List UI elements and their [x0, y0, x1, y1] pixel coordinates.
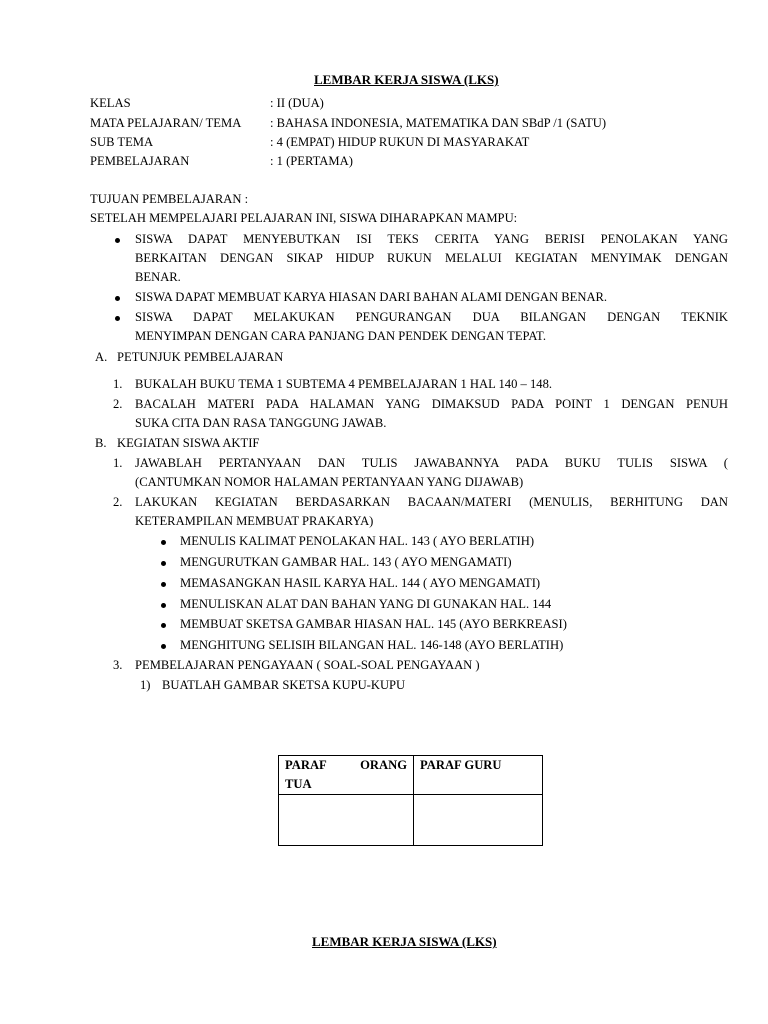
activity-item: MENGHITUNG SELISIH BILANGAN HAL. 146-148 (AYO BERLATIH) — [180, 638, 564, 652]
parent-signature-label-a: PARAF — [285, 758, 327, 772]
section-b-heading: KEGIATAN SISWA AKTIF — [117, 436, 260, 450]
info-value-kelas: : II (DUA) — [270, 96, 324, 110]
bullet-icon — [161, 582, 166, 587]
section-a-marker: A. — [95, 350, 108, 364]
teacher-signature-header: PARAF GURU — [414, 756, 543, 795]
section-a-item-2-line-2: SUKA CITA DAN RASA TANGGUNG JAWAB. — [135, 416, 387, 430]
footer-title: LEMBAR KERJA SISWA (LKS) — [312, 934, 497, 949]
parent-signature-label-c: TUA — [285, 777, 312, 791]
tujuan-bullet-2: SISWA DAPAT MEMBUAT KARYA HIASAN DARI BAHAN ALAMI DENGAN BENAR. — [135, 290, 608, 304]
section-b-item-1-number: 1. — [113, 456, 123, 470]
bullet-icon — [115, 238, 120, 243]
parent-signature-header — [279, 756, 414, 795]
bullet-icon — [115, 316, 120, 321]
info-value-pembelajaran: : 1 (PERTAMA) — [270, 154, 353, 168]
tujuan-bullet-1-line-2: BERKAITAN DENGAN SIKAP HIDUP RUKUN MELALUI KEGIATAN MENYIMAK DENGAN — [135, 251, 728, 265]
section-b-item-2-number: 2. — [113, 495, 123, 509]
tujuan-heading: TUJUAN PEMBELAJARAN : — [90, 192, 249, 206]
bullet-icon — [161, 561, 166, 566]
tujuan-bullet-1-line-1: SISWA DAPAT MENYEBUTKAN ISI TEKS CERITA YANG BERISI PENOLAKAN YANG — [135, 232, 728, 246]
section-b-item-2-line-2: KETERAMPILAN MEMBUAT PRAKARYA) — [135, 514, 374, 528]
activity-item: MENULIS KALIMAT PENOLAKAN HAL. 143 ( AYO BERLATIH) — [180, 534, 535, 548]
bullet-icon — [161, 644, 166, 649]
bullet-icon — [161, 623, 166, 628]
parent-signature-label-b: ORANG — [360, 758, 407, 772]
section-b-item-2-line-1: LAKUKAN KEGIATAN BERDASARKAN BACAAN/MATERI (MENULIS, BERHITUNG DAN — [135, 495, 728, 509]
activity-item: MEMASANGKAN HASIL KARYA HAL. 144 ( AYO MENGAMATI) — [180, 576, 541, 590]
parent-signature-cell[interactable] — [279, 795, 414, 846]
signature-table — [278, 755, 543, 846]
tujuan-bullet-3-line-1: SISWA DAPAT MELAKUKAN PENGURANGAN DUA BILANGAN DENGAN TEKNIK — [135, 310, 728, 324]
info-label-mapel: MATA PELAJARAN/ TEMA — [90, 116, 242, 130]
section-b-marker: B. — [95, 436, 107, 450]
section-a-heading: PETUNJUK PEMBELAJARAN — [117, 350, 284, 364]
teacher-signature-cell[interactable] — [414, 795, 543, 846]
tujuan-bullet-1-line-3: BENAR. — [135, 270, 181, 284]
tujuan-intro: SETELAH MEMPELAJARI PELAJARAN INI, SISWA DIHARAPKAN MAMPU: — [90, 211, 518, 225]
section-b-item-3-number: 3. — [113, 658, 123, 672]
section-a-item-2-line-1: BACALAH MATERI PADA HALAMAN YANG DIMAKSUD PADA POINT 1 DENGAN PENUH — [135, 397, 728, 411]
section-b-item-3: PEMBELAJARAN PENGAYAAN ( SOAL-SOAL PENGAYAAN ) — [135, 658, 480, 672]
bullet-icon — [115, 296, 120, 301]
activity-item: MEMBUAT SKETSA GAMBAR HIASAN HAL. 145 (AYO BERKREASI) — [180, 617, 567, 631]
tujuan-bullet-3-line-2: MENYIMPAN DENGAN CARA PANJANG DAN PENDEK DENGAN TEPAT. — [135, 329, 546, 343]
section-b-item-3a: BUATLAH GAMBAR SKETSA KUPU-KUPU — [162, 678, 406, 692]
section-b-item-1-line-1: JAWABLAH PERTANYAAN DAN TULIS JAWABANNYA PADA BUKU TULIS SISWA ( — [135, 456, 728, 470]
section-b-item-1-line-2: (CANTUMKAN NOMOR HALAMAN PERTANYAAN YANG DIJAWAB) — [135, 475, 524, 489]
bullet-icon — [161, 603, 166, 608]
info-value-mapel: : BAHASA INDONESIA, MATEMATIKA DAN SBdP /1 (SATU) — [270, 116, 607, 130]
bullet-icon — [161, 540, 166, 545]
activity-item: MENGURUTKAN GAMBAR HAL. 143 ( AYO MENGAMATI) — [180, 555, 512, 569]
info-label-subtema: SUB TEMA — [90, 135, 154, 149]
info-label-pembelajaran: PEMBELAJARAN — [90, 154, 190, 168]
section-a-item-2-number: 2. — [113, 397, 123, 411]
section-a-item-1-number: 1. — [113, 377, 123, 391]
info-value-subtema: : 4 (EMPAT) HIDUP RUKUN DI MASYARAKAT — [270, 135, 530, 149]
activity-item: MENULISKAN ALAT DAN BAHAN YANG DI GUNAKAN HAL. 144 — [180, 597, 552, 611]
section-a-item-1: BUKALAH BUKU TEMA 1 SUBTEMA 4 PEMBELAJARAN 1 HAL 140 – 148. — [135, 377, 553, 391]
section-b-item-3a-number: 1) — [140, 678, 151, 692]
page-title: LEMBAR KERJA SISWA (LKS) — [314, 72, 499, 87]
info-label-kelas: KELAS — [90, 96, 131, 110]
